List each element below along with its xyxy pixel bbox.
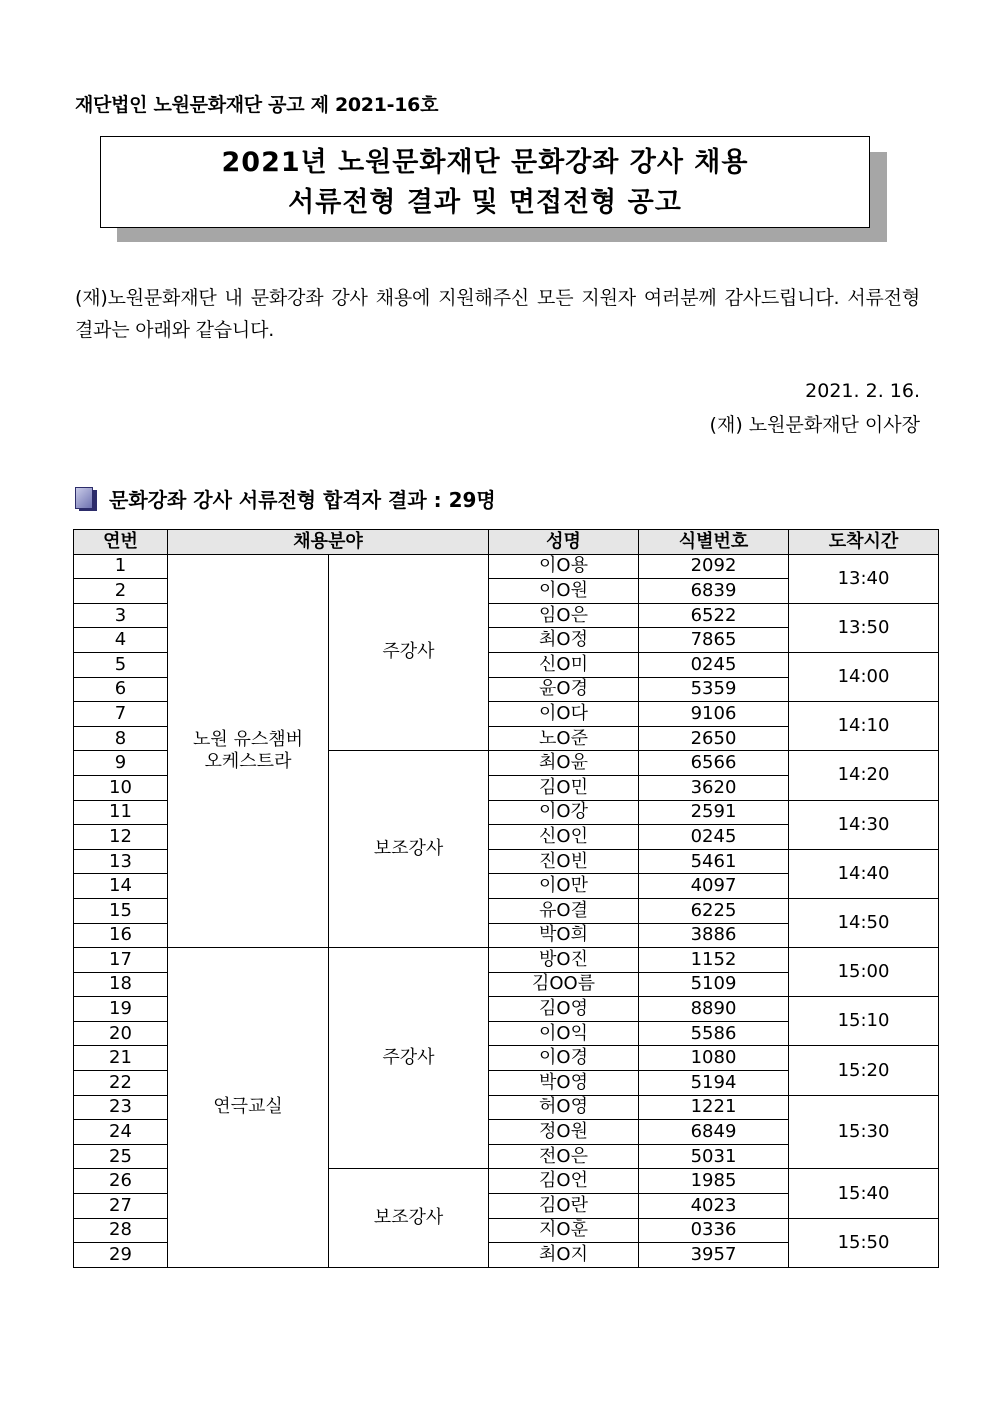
title-line-2: 서류전형 결과 및 면접전형 공고 [288,187,682,218]
arrival-time: 15:40 [789,1169,939,1218]
row-number: 24 [74,1120,168,1145]
applicant-name: 박O영 [489,1071,639,1096]
applicant-id: 5586 [639,1021,789,1046]
row-number: 25 [74,1144,168,1169]
applicant-name: 방O진 [489,948,639,973]
arrival-time: 15:20 [789,1046,939,1095]
applicant-name: 김O민 [489,775,639,800]
row-number: 14 [74,874,168,899]
applicant-name: 허O영 [489,1095,639,1120]
notice-number: 재단법인 노원문화재단 공고 제 2021-16호 [75,94,439,116]
row-number: 22 [74,1071,168,1096]
applicant-id: 2092 [639,554,789,579]
row-number: 8 [74,726,168,751]
header-time: 도착시간 [789,530,939,555]
applicant-id: 0245 [639,825,789,850]
applicant-id: 1985 [639,1169,789,1194]
header-name: 성명 [489,530,639,555]
applicant-name: 이O강 [489,800,639,825]
row-number: 26 [74,1169,168,1194]
row-number: 9 [74,751,168,776]
applicant-id: 5194 [639,1071,789,1096]
arrival-time: 15:00 [789,948,939,997]
row-number: 6 [74,677,168,702]
table-row [74,948,939,973]
applicant-id: 4097 [639,874,789,899]
arrival-time: 14:20 [789,751,939,800]
applicant-name: 이O다 [489,702,639,727]
row-number: 7 [74,702,168,727]
row-number: 19 [74,997,168,1022]
role-cell: 주강사 [329,948,489,1169]
row-number: 13 [74,849,168,874]
applicant-name: 이O원 [489,579,639,604]
row-number: 21 [74,1046,168,1071]
applicant-name: 신O미 [489,652,639,677]
arrival-time: 15:10 [789,997,939,1046]
section-heading [75,484,496,513]
applicant-id: 1152 [639,948,789,973]
result-table-body [74,554,939,1267]
applicant-name: 지O훈 [489,1218,639,1243]
applicant-id: 6849 [639,1120,789,1145]
row-number: 16 [74,923,168,948]
applicant-name: 유O결 [489,898,639,923]
applicant-name: 임O은 [489,603,639,628]
row-number: 10 [74,775,168,800]
applicant-id: 3886 [639,923,789,948]
applicant-id: 8890 [639,997,789,1022]
applicant-name: 신O인 [489,825,639,850]
row-number: 23 [74,1095,168,1120]
row-number: 1 [74,554,168,579]
applicant-id: 2591 [639,800,789,825]
result-table [73,529,939,1268]
applicant-name: 최O지 [489,1243,639,1268]
arrival-time: 13:50 [789,603,939,652]
row-number: 4 [74,628,168,653]
applicant-id: 5109 [639,972,789,997]
applicant-name: 이O경 [489,1046,639,1071]
applicant-name: 최O윤 [489,751,639,776]
applicant-id: 6522 [639,603,789,628]
arrival-time: 14:40 [789,849,939,898]
arrival-time: 14:50 [789,898,939,947]
role-cell: 보조강사 [329,1169,489,1267]
applicant-name: 김O란 [489,1194,639,1219]
arrival-time: 14:00 [789,652,939,701]
applicant-name: 정O원 [489,1120,639,1145]
square-bullet-icon [75,487,97,511]
applicant-id: 3620 [639,775,789,800]
applicant-id: 2650 [639,726,789,751]
title-box [100,136,870,228]
title-line-1: 2021년 노원문화재단 문화강좌 강사 채용 [221,147,749,178]
row-number: 3 [74,603,168,628]
applicant-name: 이O만 [489,874,639,899]
field-name-line-1: 연극교실 [213,1096,283,1118]
field-name-line-2: 오케스트라 [204,750,292,772]
applicant-name: 김O언 [489,1169,639,1194]
applicant-id: 6839 [639,579,789,604]
arrival-time: 15:50 [789,1218,939,1267]
header-field: 채용분야 [168,530,489,555]
applicant-id: 0336 [639,1218,789,1243]
role-cell: 주강사 [329,554,489,751]
row-number: 28 [74,1218,168,1243]
applicant-id: 5461 [639,849,789,874]
applicant-name: 노O준 [489,726,639,751]
row-number: 29 [74,1243,168,1268]
table-row [74,554,939,579]
field-cell [168,554,329,948]
applicant-name: 윤O경 [489,677,639,702]
applicant-name: 이O용 [489,554,639,579]
row-number: 27 [74,1194,168,1219]
applicant-name: 김O영 [489,997,639,1022]
row-number: 15 [74,898,168,923]
header-id: 식별번호 [639,530,789,555]
row-number: 2 [74,579,168,604]
row-number: 18 [74,972,168,997]
applicant-id: 7865 [639,628,789,653]
field-cell [168,948,329,1268]
body-text: (재)노원문화재단 내 문화강좌 강사 채용에 지원해주신 모든 지원자 여러분께 감사드립니다. 서류전형 결과는 아래와 같습니다. [75,287,920,341]
applicant-name: 이O익 [489,1021,639,1046]
table-header-row [74,530,939,555]
arrival-time: 14:30 [789,800,939,849]
applicant-id: 1080 [639,1046,789,1071]
arrival-time: 13:40 [789,554,939,603]
applicant-id: 4023 [639,1194,789,1219]
applicant-name: 최O정 [489,628,639,653]
applicant-id: 3957 [639,1243,789,1268]
issuer: (재) 노원문화재단 이사장 [709,414,920,436]
applicant-id: 1221 [639,1095,789,1120]
notice-date: 2021. 2. 16. [805,380,920,402]
applicant-id: 0245 [639,652,789,677]
applicant-name: 김OO름 [489,972,639,997]
arrival-time: 15:30 [789,1095,939,1169]
applicant-name: 진O빈 [489,849,639,874]
arrival-time: 14:10 [789,702,939,751]
row-number: 17 [74,948,168,973]
row-number: 12 [74,825,168,850]
section-heading-text: 문화강좌 강사 서류전형 합격자 결과 : 29명 [109,488,496,512]
field-name-line-1: 노원 유스챔버 [192,728,304,750]
row-number: 20 [74,1021,168,1046]
applicant-id: 6566 [639,751,789,776]
applicant-id: 5359 [639,677,789,702]
applicant-id: 9106 [639,702,789,727]
applicant-name: 전O은 [489,1144,639,1169]
applicant-id: 6225 [639,898,789,923]
applicant-name: 박O희 [489,923,639,948]
header-no: 연번 [74,530,168,555]
row-number: 11 [74,800,168,825]
row-number: 5 [74,652,168,677]
applicant-id: 5031 [639,1144,789,1169]
role-cell: 보조강사 [329,751,489,948]
